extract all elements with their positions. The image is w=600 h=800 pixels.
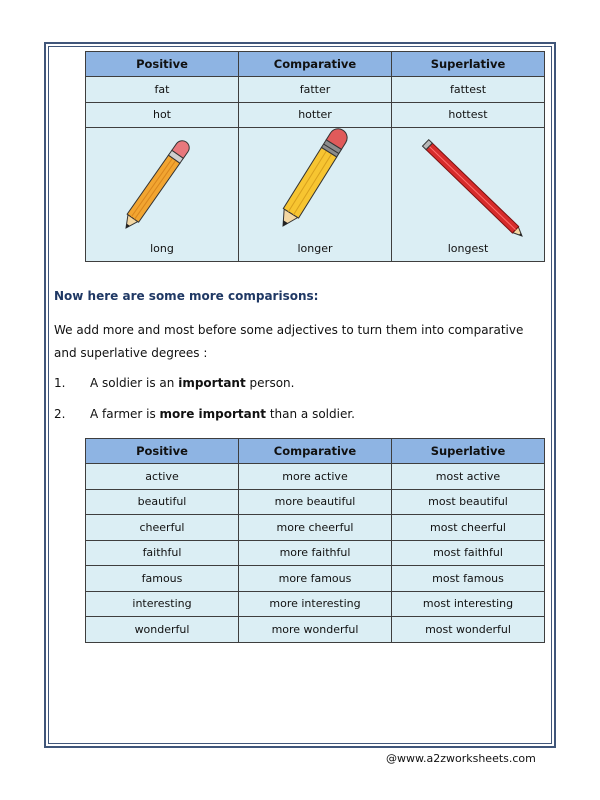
sentence-text: than a soldier. bbox=[266, 407, 355, 421]
example-sentence bbox=[90, 407, 355, 421]
table-cell: more famous bbox=[239, 566, 392, 592]
table-cell: fatter bbox=[239, 77, 392, 103]
medium-pencil-icon bbox=[239, 128, 392, 261]
table-row bbox=[86, 102, 545, 128]
table-cell: active bbox=[86, 464, 239, 490]
table-row bbox=[86, 591, 545, 617]
table-cell: most active bbox=[392, 464, 545, 490]
table-cell: most cheerful bbox=[392, 515, 545, 541]
header-positive: Positive bbox=[86, 52, 239, 77]
image-cell-long bbox=[86, 128, 239, 262]
image-label: long bbox=[150, 242, 174, 255]
table-cell: hotter bbox=[239, 102, 392, 128]
section-heading: Now here are some more comparisons: bbox=[54, 289, 319, 303]
image-cell-longest bbox=[392, 128, 545, 262]
table-row bbox=[86, 489, 545, 515]
table-cell: more active bbox=[239, 464, 392, 490]
bold-word: important bbox=[178, 376, 246, 390]
header-superlative: Superlative bbox=[392, 52, 545, 77]
image-cell-longer bbox=[239, 128, 392, 262]
table-header-row bbox=[86, 439, 545, 464]
table-cell: cheerful bbox=[86, 515, 239, 541]
footer-credit: @www.a2zworksheets.com bbox=[386, 752, 536, 765]
table-cell: most famous bbox=[392, 566, 545, 592]
bold-word: more important bbox=[159, 407, 267, 421]
table-cell: most faithful bbox=[392, 540, 545, 566]
header-superlative: Superlative bbox=[392, 439, 545, 464]
table-cell: famous bbox=[86, 566, 239, 592]
short-pencil-icon bbox=[86, 128, 238, 261]
header-comparative: Comparative bbox=[239, 52, 392, 77]
table-cell: wonderful bbox=[86, 617, 239, 643]
image-label: longer bbox=[297, 242, 333, 255]
sentence-text: person. bbox=[245, 376, 295, 390]
sentence-text: A farmer is bbox=[90, 407, 160, 421]
table-body bbox=[86, 464, 545, 643]
table-cell: more wonderful bbox=[239, 617, 392, 643]
sentence-text: A soldier is an bbox=[90, 376, 179, 390]
table-cell: more interesting bbox=[239, 591, 392, 617]
table-cell: more beautiful bbox=[239, 489, 392, 515]
table-cell: more cheerful bbox=[239, 515, 392, 541]
image-row bbox=[86, 128, 545, 262]
table-cell: most wonderful bbox=[392, 617, 545, 643]
table-cell: most interesting bbox=[392, 591, 545, 617]
table-row bbox=[86, 540, 545, 566]
list-number: 1. bbox=[54, 376, 66, 390]
table-cell: faithful bbox=[86, 540, 239, 566]
comparison-table-2 bbox=[85, 438, 545, 643]
header-comparative: Comparative bbox=[239, 439, 392, 464]
example-sentence bbox=[90, 376, 294, 390]
image-label: longest bbox=[447, 242, 489, 255]
table-cell: hottest bbox=[392, 102, 545, 128]
table-cell: beautiful bbox=[86, 489, 239, 515]
table-row bbox=[86, 515, 545, 541]
explanation-paragraph: We add more and most before some adjectives to turn them into comparative and superlative degrees : bbox=[54, 323, 524, 360]
table-cell: interesting bbox=[86, 591, 239, 617]
table-row bbox=[86, 617, 545, 643]
table-row bbox=[86, 566, 545, 592]
header-positive: Positive bbox=[86, 439, 239, 464]
table-row bbox=[86, 464, 545, 490]
comparison-table-1 bbox=[85, 51, 545, 262]
long-pencil-icon bbox=[392, 128, 545, 261]
table-header-row bbox=[86, 52, 545, 77]
table-cell: more faithful bbox=[239, 540, 392, 566]
table-cell: fattest bbox=[392, 77, 545, 103]
table-row bbox=[86, 77, 545, 103]
table-cell: fat bbox=[86, 77, 239, 103]
table-cell: hot bbox=[86, 102, 239, 128]
list-number: 2. bbox=[54, 407, 66, 421]
table-cell: most beautiful bbox=[392, 489, 545, 515]
